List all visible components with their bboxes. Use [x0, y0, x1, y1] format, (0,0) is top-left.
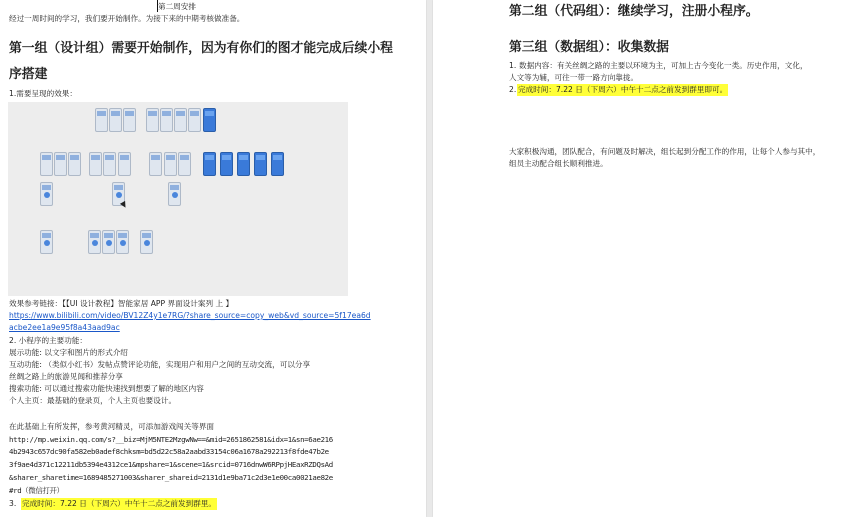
reference-label: 效果参考链接：【【UI 设计教程】智能家居 APP 界面设计案列 上 】 [9, 299, 234, 308]
wechat-url-line3: 3f9ae4d371c12211db5394e4312ce1&mpshare=1&scene=1&srcid=0716dnwW6RPpjHEaxRZDQsAd [9, 460, 333, 469]
data-item2-number: 2. [509, 85, 517, 94]
item3-number: 3. [9, 499, 17, 508]
doc-title: 第二周安排 [158, 2, 196, 11]
wechat-url-line4: &sharer_sharetime=1689485271003&sharer_shareid=2131d1e9ba71c2d3e1e00ca0021ae82e [9, 473, 333, 482]
deadline-highlight: 完成时间：7.22 日（下周六）中午十二点之前发到群里。 [22, 499, 216, 508]
reference-link-line1[interactable]: https://www.bilibili.com/video/BV12Z4y1e7RG/?share_source=copy_web&vd_source=5f17ea6d [9, 311, 371, 320]
reference-link-line2[interactable]: acbe2ee1a9e95f8a43aad9ac [9, 323, 120, 332]
base-note: 在此基础上有所发挥，参考黄河精灵，可添加游戏闯关等界面 [9, 422, 215, 431]
team-note-line1: 大家积极沟通，团队配合，有问题及时解决，组长起到分配工作的作用，让每个人参与其中， [509, 147, 821, 156]
wechat-url-line1: http://mp.weixin.qq.com/s?__biz=MjM5NTE2MzgwNw==&mid=2651862581&idx=1&sn=6ae216 [9, 435, 333, 444]
item1-label: 1.需要呈现的效果： [9, 89, 77, 98]
function-profile: 个人主页：最基础的登录页，个人主页也要设计。 [9, 396, 177, 405]
function-interaction-line2: 丝绸之路上的旅游见闻和推荐分享 [9, 372, 123, 381]
data-item1-line1: 数据内容：有关丝绸之路的主要以环境为主，可加上古今变化一类。历史作用，文化， [519, 61, 808, 70]
data-item1-number: 1. [509, 61, 517, 70]
wechat-url-line2: 4b2943c657dc90fa582eb0adef8chksm=bd5d22c58a2aabd33154c06a1678a292213f8fde47b2e [9, 447, 329, 456]
function-interaction-line1: 互动功能: （类似小红书）发帖点赞评论功能，实现用户和用户之间的互动交流，可以分享 [9, 360, 311, 369]
function-display: 展示功能: 以文字和图片的形式介绍 [9, 348, 128, 357]
group3-heading: 第三组（数据组）：收集数据 [509, 40, 669, 55]
group2-heading: 第二组（代码组）：继续学习，注册小程序。 [509, 4, 759, 19]
document-page-right[interactable] [433, 0, 856, 517]
effect-preview-image [8, 102, 348, 296]
group1-heading-line2: 序搭建 [9, 67, 48, 82]
group1-heading-line1: 第一组（设计组）需要开始制作，因为有你们的图才能完成后续小程 [9, 41, 393, 56]
data-item1-line2: 人文等为辅，可往一带一路方向靠拢。 [509, 73, 639, 82]
wechat-url-line5: #rd（微信打开） [9, 486, 64, 495]
team-note-line2: 组员主动配合组长顺利推进。 [509, 159, 608, 168]
function-search: 搜索功能: 可以通过搜索功能快速找到想要了解的地区内容 [9, 384, 204, 393]
item2-label: 2. 小程序的主要功能： [9, 336, 88, 345]
intro-text: 经过一周时间的学习，我们要开始制作。为接下来的中期考核做准备。 [9, 14, 245, 23]
document-page-left[interactable] [0, 0, 426, 517]
data-deadline-highlight: 完成时间：7.22 日（下周六）中午十二点之前发到群里即可。 [518, 85, 728, 94]
